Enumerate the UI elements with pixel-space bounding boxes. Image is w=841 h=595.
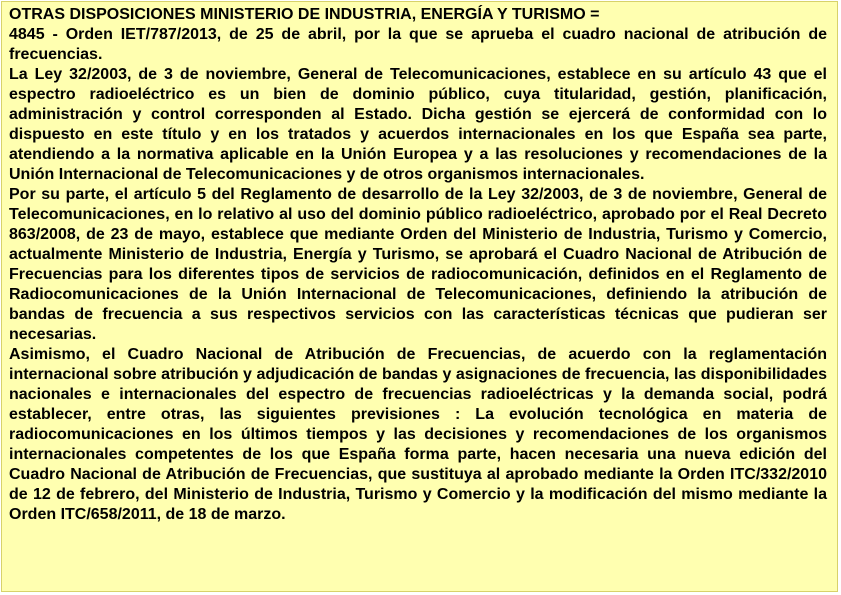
document-heading: OTRAS DISPOSICIONES MINISTERIO DE INDUSTRIA, ENERGÍA Y TURISMO = xyxy=(9,6,600,23)
order-title-paragraph: 4845 - Orden IET/787/2013, de 25 de abril, por la que se aprueba el cuadro nacional de atribución de frecuencias. xyxy=(9,26,827,63)
law-paragraph: La Ley 32/2003, de 3 de noviembre, General de Telecomunicaciones, establece en su artículo 43 que el espectro radioeléctrico es un bien de dominio público, cuya titularidad, gestión, planificación, administración y control corresponden al Estado. Dicha gestión se ejercerá de conformidad con lo dispuesto en este título y en los tratados y acuerdos internacionales en los que España sea parte, atendiendo a la normativa aplicable en la Unión Europea y a las resoluciones y recomendaciones de la Unión Internacional de Telecomunicaciones y de otros organismos internacionales. xyxy=(9,66,827,183)
provisions-paragraph: Asimismo, el Cuadro Nacional de Atribución de Frecuencias, de acuerdo con la reglamentación internacional sobre atribución y adjudicación de bandas y asignaciones de frecuencia, las disponibilidades nacionales e internacionales del espectro de frecuencias radioeléctricas y la demanda social, podrá establecer, entre otras, las siguientes previsiones : La evolución tecnológica en materia de radiocomunicaciones en los últimos tiempos y las decisiones y recomendaciones de los organismos internacionales competentes de los que España forma parte, hacen necesaria una nueva edición del Cuadro Nacional de Atribución de Frecuencias, que sustituya al aprobado mediante la Orden ITC/332/2010 de 12 de febrero, del Ministerio de Industria, Turismo y Comercio y la modificación del mismo mediante la Orden ITC/658/2011, de 18 de marzo. xyxy=(9,346,827,523)
regulation-paragraph: Por su parte, el artículo 5 del Reglamento de desarrollo de la Ley 32/2003, de 3 de noviembre, General de Telecomunicaciones, en lo relativo al uso del dominio público radioeléctrico, aprobado por el Real Decreto 863/2008, de 23 de mayo, establece que mediante Orden del Ministerio de Industria, Turismo y Comercio, actualmente Ministerio de Industria, Energía y Turismo, se aprobará el Cuadro Nacional de Atribución de Frecuencias para los diferentes tipos de servicios de radiocomunicación, definidos en el Reglamento de Radiocomunicaciones de la Unión Internacional de Telecomunicaciones, definiendo la atribución de bandas de frecuencia a sus respectivos servicios con las características técnicas que pudieran ser necesarias. xyxy=(9,186,827,343)
document-panel xyxy=(1,1,838,592)
